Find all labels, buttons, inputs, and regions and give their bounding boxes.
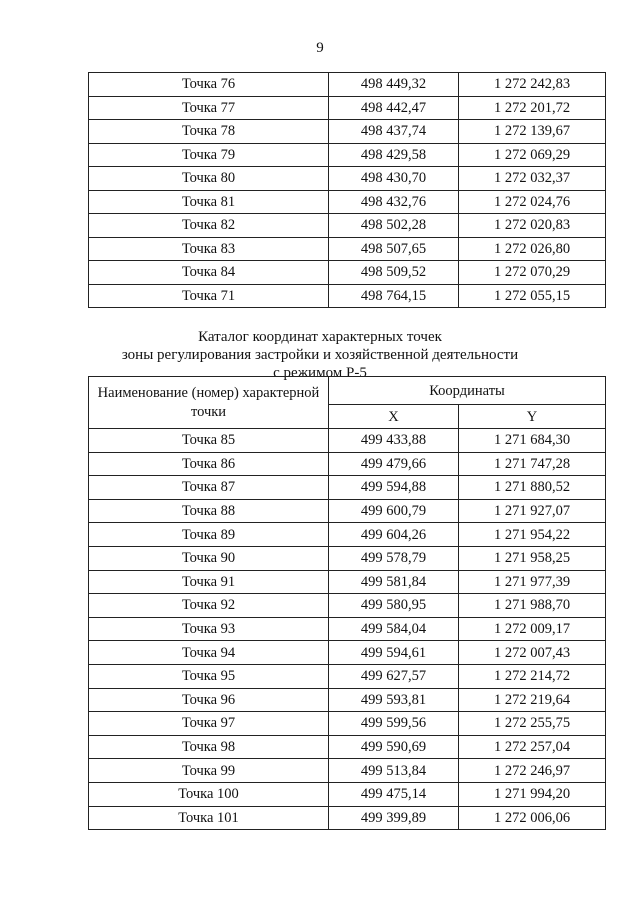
point-name-cell: Точка 89 [89,523,329,547]
coordinate-y-cell: 1 272 214,72 [459,664,606,688]
coordinate-x-cell: 498 442,47 [329,96,459,120]
coordinate-x-cell: 499 581,84 [329,570,459,594]
coordinates-table-r5 [88,376,606,830]
coordinate-y-cell: 1 271 927,07 [459,499,606,523]
coordinate-y-cell: 1 272 026,80 [459,237,606,261]
point-name-cell: Точка 94 [89,641,329,665]
coordinate-x-cell: 498 432,76 [329,190,459,214]
coordinate-y-cell: 1 272 070,29 [459,261,606,285]
point-name-cell: Точка 85 [89,429,329,453]
coordinate-x-cell: 499 578,79 [329,546,459,570]
point-name-cell: Точка 96 [89,688,329,712]
coordinate-x-cell: 498 449,32 [329,73,459,97]
coordinate-x-cell: 498 502,28 [329,214,459,238]
coordinate-x-cell: 498 509,52 [329,261,459,285]
table-row [89,688,606,712]
coordinate-x-cell: 499 627,57 [329,664,459,688]
coordinate-x-cell: 499 433,88 [329,429,459,453]
table-row [89,735,606,759]
point-name-cell: Точка 92 [89,594,329,618]
coordinate-x-cell: 499 479,66 [329,452,459,476]
coordinate-x-cell: 499 590,69 [329,735,459,759]
point-name-cell: Точка 82 [89,214,329,238]
table-row [89,237,606,261]
point-name-cell: Точка 90 [89,546,329,570]
table-row [89,594,606,618]
table-row [89,120,606,144]
coordinate-y-cell: 1 271 954,22 [459,523,606,547]
coordinate-y-cell: 1 272 219,64 [459,688,606,712]
point-name-cell: Точка 93 [89,617,329,641]
coordinate-y-cell: 1 272 024,76 [459,190,606,214]
coordinate-y-cell: 1 272 007,43 [459,641,606,665]
coordinate-y-cell: 1 272 006,06 [459,806,606,830]
coordinate-x-cell: 499 604,26 [329,523,459,547]
coordinate-y-cell: 1 271 988,70 [459,594,606,618]
coordinate-x-cell: 498 430,70 [329,167,459,191]
table-row [89,806,606,830]
column-header-point-name: Наименование (номер) характерной точки [89,377,329,429]
coordinate-y-cell: 1 272 055,15 [459,284,606,308]
table-row [89,546,606,570]
point-name-cell: Точка 91 [89,570,329,594]
coordinate-y-cell: 1 272 032,37 [459,167,606,191]
coordinate-y-cell: 1 272 242,83 [459,73,606,97]
caption-line: с режимом Р-5 [273,365,367,381]
table-row [89,641,606,665]
table-row [89,214,606,238]
coordinate-y-cell: 1 272 069,29 [459,143,606,167]
coordinate-x-cell: 499 600,79 [329,499,459,523]
table-header [89,377,606,429]
coordinate-y-cell: 1 272 009,17 [459,617,606,641]
point-name-cell: Точка 83 [89,237,329,261]
table-row [89,570,606,594]
caption-line: Каталог координат характерных точек [198,329,442,345]
table-row [89,429,606,453]
coordinate-y-cell: 1 271 747,28 [459,452,606,476]
point-name-cell: Точка 100 [89,782,329,806]
table-row [89,664,606,688]
page-number: 9 [316,40,324,56]
point-name-cell: Точка 88 [89,499,329,523]
coordinate-x-cell: 499 593,81 [329,688,459,712]
coordinate-x-cell: 499 594,88 [329,476,459,500]
table-row [89,190,606,214]
coordinate-y-cell: 1 271 684,30 [459,429,606,453]
point-name-cell: Точка 98 [89,735,329,759]
coordinate-x-cell: 499 475,14 [329,782,459,806]
point-name-cell: Точка 71 [89,284,329,308]
point-name-cell: Точка 101 [89,806,329,830]
coordinates-table-continued [88,72,606,308]
point-name-cell: Точка 87 [89,476,329,500]
table-row [89,523,606,547]
coordinate-y-cell: 1 271 994,20 [459,782,606,806]
coordinate-x-cell: 499 584,04 [329,617,459,641]
point-name-cell: Точка 84 [89,261,329,285]
point-name-cell: Точка 80 [89,167,329,191]
table-row [89,759,606,783]
catalog-caption [0,328,640,382]
table-row [89,73,606,97]
coordinate-y-cell: 1 271 977,39 [459,570,606,594]
table-row [89,499,606,523]
caption-line: зоны регулирования застройки и хозяйственной деятельности [121,347,519,363]
coordinate-x-cell: 499 599,56 [329,712,459,736]
coordinate-y-cell: 1 272 246,97 [459,759,606,783]
table-row [89,452,606,476]
coordinate-y-cell: 1 272 257,04 [459,735,606,759]
point-name-cell: Точка 76 [89,73,329,97]
point-name-cell: Точка 81 [89,190,329,214]
table-row [89,476,606,500]
coordinate-y-cell: 1 272 255,75 [459,712,606,736]
column-header-x: X [329,405,459,429]
coordinate-x-cell: 498 429,58 [329,143,459,167]
point-name-cell: Точка 99 [89,759,329,783]
point-name-cell: Точка 78 [89,120,329,144]
coordinate-x-cell: 499 513,84 [329,759,459,783]
point-name-cell: Точка 77 [89,96,329,120]
coordinate-x-cell: 499 594,61 [329,641,459,665]
table-row [89,617,606,641]
point-name-cell: Точка 95 [89,664,329,688]
coordinate-x-cell: 498 507,65 [329,237,459,261]
table-row [89,167,606,191]
table-body [89,73,606,308]
column-header-coordinates: Координаты [329,377,606,405]
point-name-cell: Точка 79 [89,143,329,167]
table-row [89,712,606,736]
coordinate-y-cell: 1 271 958,25 [459,546,606,570]
coordinate-x-cell: 498 764,15 [329,284,459,308]
table-row [89,284,606,308]
coordinate-x-cell: 499 399,89 [329,806,459,830]
table-row [89,143,606,167]
coordinate-y-cell: 1 272 139,67 [459,120,606,144]
point-name-cell: Точка 86 [89,452,329,476]
table-body [89,429,606,830]
coordinate-x-cell: 499 580,95 [329,594,459,618]
table-row [89,782,606,806]
column-header-y: Y [459,405,606,429]
coordinate-y-cell: 1 272 201,72 [459,96,606,120]
coordinate-y-cell: 1 272 020,83 [459,214,606,238]
table-row [89,261,606,285]
coordinate-x-cell: 498 437,74 [329,120,459,144]
point-name-cell: Точка 97 [89,712,329,736]
table-row [89,96,606,120]
coordinate-y-cell: 1 271 880,52 [459,476,606,500]
